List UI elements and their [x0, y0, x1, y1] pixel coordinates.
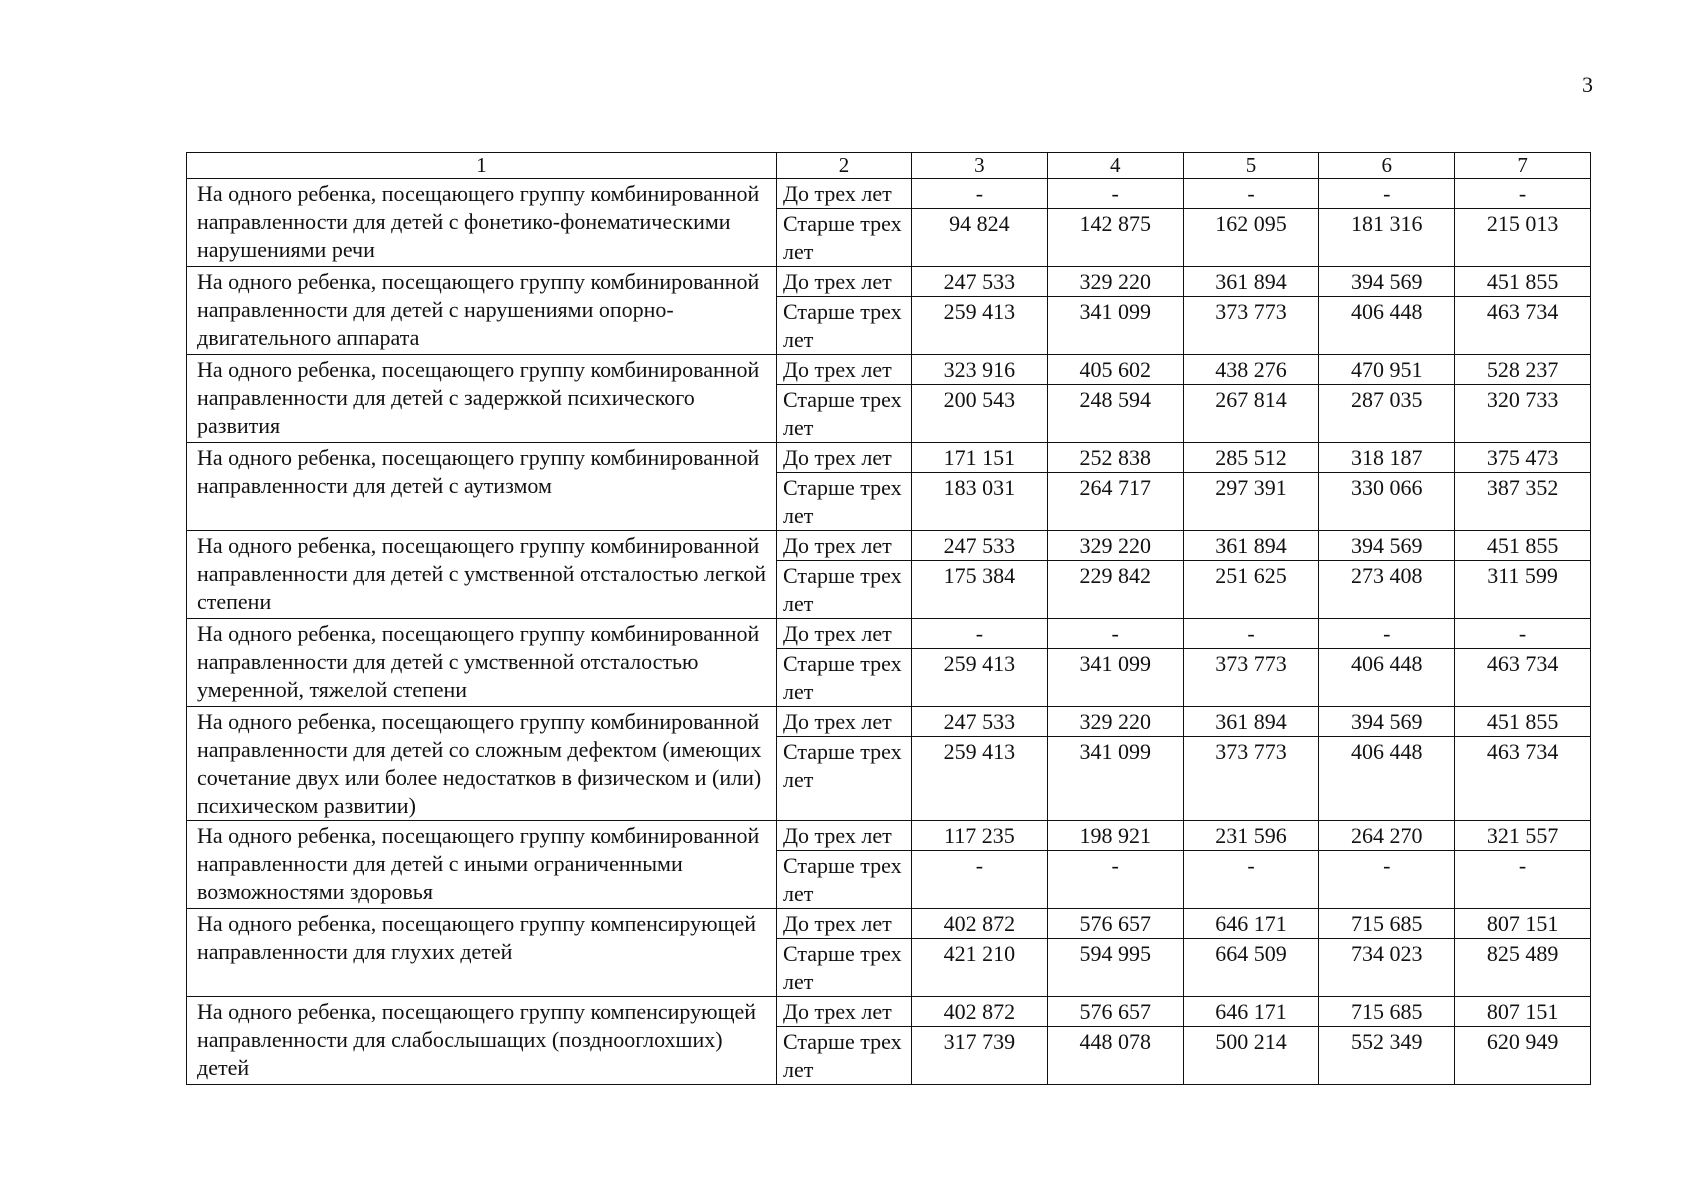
- age-category: До трех лет: [777, 997, 912, 1027]
- cost-value: -: [1183, 619, 1319, 649]
- cost-value: 394 569: [1319, 267, 1455, 297]
- cost-value: 451 855: [1455, 707, 1591, 737]
- cost-value: 329 220: [1047, 267, 1183, 297]
- cost-value: 620 949: [1455, 1027, 1591, 1085]
- cost-value: 734 023: [1319, 939, 1455, 997]
- cost-value: 259 413: [912, 649, 1048, 707]
- cost-value: 248 594: [1047, 385, 1183, 443]
- age-category: Старше трех лет: [777, 851, 912, 909]
- group-description: На одного ребенка, посещающего группу комбинированной направленности для детей с умственной отсталостью умеренной, тяжелой степени: [187, 619, 777, 707]
- cost-value: 330 066: [1319, 473, 1455, 531]
- cost-value: 229 842: [1047, 561, 1183, 619]
- cost-value: 267 814: [1183, 385, 1319, 443]
- cost-value: -: [912, 619, 1048, 649]
- table-row: [187, 909, 1591, 939]
- cost-value: 646 171: [1183, 997, 1319, 1027]
- cost-value: 311 599: [1455, 561, 1591, 619]
- cost-value: 198 921: [1047, 821, 1183, 851]
- cost-value: -: [1455, 619, 1591, 649]
- column-header: 7: [1455, 153, 1591, 179]
- cost-value: -: [1183, 851, 1319, 909]
- age-category: Старше трех лет: [777, 737, 912, 821]
- age-category: До трех лет: [777, 531, 912, 561]
- cost-value: 448 078: [1047, 1027, 1183, 1085]
- cost-value: 406 448: [1319, 649, 1455, 707]
- group-description: На одного ребенка, посещающего группу комбинированной направленности для детей с аутизмом: [187, 443, 777, 531]
- cost-value: 594 995: [1047, 939, 1183, 997]
- cost-value: 317 739: [912, 1027, 1048, 1085]
- cost-value: 142 875: [1047, 209, 1183, 267]
- cost-value: 402 872: [912, 909, 1048, 939]
- table-row: [187, 355, 1591, 385]
- cost-value: 402 872: [912, 997, 1048, 1027]
- cost-value: 421 210: [912, 939, 1048, 997]
- cost-value: 200 543: [912, 385, 1048, 443]
- cost-value: 247 533: [912, 707, 1048, 737]
- cost-value: 361 894: [1183, 267, 1319, 297]
- age-category: До трех лет: [777, 179, 912, 209]
- cost-value: 552 349: [1319, 1027, 1455, 1085]
- cost-value: -: [1319, 179, 1455, 209]
- tariff-table: [186, 152, 1591, 1085]
- cost-value: 181 316: [1319, 209, 1455, 267]
- cost-value: 329 220: [1047, 531, 1183, 561]
- cost-value: 341 099: [1047, 297, 1183, 355]
- column-header: 1: [187, 153, 777, 179]
- cost-value: -: [1183, 179, 1319, 209]
- table-row: [187, 267, 1591, 297]
- cost-value: 215 013: [1455, 209, 1591, 267]
- cost-value: 387 352: [1455, 473, 1591, 531]
- header-row: [187, 153, 1591, 179]
- table-row: [187, 443, 1591, 473]
- tariff-table-container: [186, 152, 1590, 1085]
- age-category: Старше трех лет: [777, 939, 912, 997]
- group-description: На одного ребенка, посещающего группу компенсирующей направленности для слабослышащих (позднооглохших) детей: [187, 997, 777, 1085]
- age-category: Старше трех лет: [777, 473, 912, 531]
- cost-value: 470 951: [1319, 355, 1455, 385]
- cost-value: 175 384: [912, 561, 1048, 619]
- cost-value: 318 187: [1319, 443, 1455, 473]
- cost-value: 287 035: [1319, 385, 1455, 443]
- cost-value: 251 625: [1183, 561, 1319, 619]
- table-body: [187, 179, 1591, 1085]
- cost-value: -: [1047, 851, 1183, 909]
- cost-value: 715 685: [1319, 997, 1455, 1027]
- cost-value: 361 894: [1183, 531, 1319, 561]
- cost-value: 373 773: [1183, 737, 1319, 821]
- table-row: [187, 531, 1591, 561]
- table-row: [187, 821, 1591, 851]
- age-category: Старше трех лет: [777, 297, 912, 355]
- table-row: [187, 707, 1591, 737]
- group-description: На одного ребенка, посещающего группу комбинированной направленности для детей с умственной отсталостью легкой степени: [187, 531, 777, 619]
- cost-value: 361 894: [1183, 707, 1319, 737]
- cost-value: 321 557: [1455, 821, 1591, 851]
- cost-value: 500 214: [1183, 1027, 1319, 1085]
- group-description: На одного ребенка, посещающего группу комбинированной направленности для детей с фонетико-фонематическими нарушениями речи: [187, 179, 777, 267]
- cost-value: 394 569: [1319, 707, 1455, 737]
- cost-value: 375 473: [1455, 443, 1591, 473]
- cost-value: 252 838: [1047, 443, 1183, 473]
- table-row: [187, 997, 1591, 1027]
- age-category: До трех лет: [777, 707, 912, 737]
- cost-value: 94 824: [912, 209, 1048, 267]
- cost-value: 373 773: [1183, 297, 1319, 355]
- cost-value: 264 270: [1319, 821, 1455, 851]
- cost-value: 273 408: [1319, 561, 1455, 619]
- cost-value: 297 391: [1183, 473, 1319, 531]
- cost-value: -: [912, 179, 1048, 209]
- age-category: До трех лет: [777, 619, 912, 649]
- page-number: 3: [1582, 72, 1593, 97]
- age-category: До трех лет: [777, 355, 912, 385]
- group-description: На одного ребенка, посещающего группу комбинированной направленности для детей со сложным дефектом (имеющих сочетание двух или более недостатков в физическом и (или) психическом развитии): [187, 707, 777, 821]
- cost-value: 162 095: [1183, 209, 1319, 267]
- table-row: [187, 619, 1591, 649]
- cost-value: 117 235: [912, 821, 1048, 851]
- cost-value: 341 099: [1047, 737, 1183, 821]
- cost-value: 807 151: [1455, 997, 1591, 1027]
- age-category: Старше трех лет: [777, 1027, 912, 1085]
- cost-value: 576 657: [1047, 997, 1183, 1027]
- cost-value: 406 448: [1319, 737, 1455, 821]
- cost-value: 323 916: [912, 355, 1048, 385]
- group-description: На одного ребенка, посещающего группу комбинированной направленности для детей с задержкой психического развития: [187, 355, 777, 443]
- age-category: Старше трех лет: [777, 649, 912, 707]
- cost-value: 438 276: [1183, 355, 1319, 385]
- age-category: Старше трех лет: [777, 209, 912, 267]
- group-description: На одного ребенка, посещающего группу комбинированной направленности для детей с иными ограниченными возможностями здоровья: [187, 821, 777, 909]
- cost-value: 715 685: [1319, 909, 1455, 939]
- cost-value: 463 734: [1455, 737, 1591, 821]
- cost-value: 247 533: [912, 531, 1048, 561]
- cost-value: 231 596: [1183, 821, 1319, 851]
- cost-value: 264 717: [1047, 473, 1183, 531]
- age-category: До трех лет: [777, 821, 912, 851]
- cost-value: 183 031: [912, 473, 1048, 531]
- cost-value: 259 413: [912, 737, 1048, 821]
- column-header: 5: [1183, 153, 1319, 179]
- cost-value: 247 533: [912, 267, 1048, 297]
- cost-value: 320 733: [1455, 385, 1591, 443]
- cost-value: -: [1047, 179, 1183, 209]
- age-category: До трех лет: [777, 909, 912, 939]
- cost-value: 528 237: [1455, 355, 1591, 385]
- age-category: Старше трех лет: [777, 385, 912, 443]
- cost-value: 463 734: [1455, 649, 1591, 707]
- column-header: 6: [1319, 153, 1455, 179]
- cost-value: 406 448: [1319, 297, 1455, 355]
- cost-value: 807 151: [1455, 909, 1591, 939]
- cost-value: 259 413: [912, 297, 1048, 355]
- cost-value: -: [1455, 179, 1591, 209]
- column-header: 2: [777, 153, 912, 179]
- cost-value: 405 602: [1047, 355, 1183, 385]
- cost-value: 285 512: [1183, 443, 1319, 473]
- cost-value: 341 099: [1047, 649, 1183, 707]
- cost-value: 576 657: [1047, 909, 1183, 939]
- cost-value: 373 773: [1183, 649, 1319, 707]
- age-category: До трех лет: [777, 267, 912, 297]
- cost-value: 646 171: [1183, 909, 1319, 939]
- cost-value: -: [1455, 851, 1591, 909]
- cost-value: 329 220: [1047, 707, 1183, 737]
- column-header: 3: [912, 153, 1048, 179]
- age-category: Старше трех лет: [777, 561, 912, 619]
- group-description: На одного ребенка, посещающего группу компенсирующей направленности для глухих детей: [187, 909, 777, 997]
- table-row: [187, 179, 1591, 209]
- age-category: До трех лет: [777, 443, 912, 473]
- cost-value: -: [912, 851, 1048, 909]
- cost-value: 171 151: [912, 443, 1048, 473]
- cost-value: -: [1319, 619, 1455, 649]
- column-header: 4: [1047, 153, 1183, 179]
- cost-value: 451 855: [1455, 531, 1591, 561]
- group-description: На одного ребенка, посещающего группу комбинированной направленности для детей с нарушениями опорно-двигательного аппарата: [187, 267, 777, 355]
- cost-value: 463 734: [1455, 297, 1591, 355]
- cost-value: 664 509: [1183, 939, 1319, 997]
- cost-value: 394 569: [1319, 531, 1455, 561]
- cost-value: 825 489: [1455, 939, 1591, 997]
- cost-value: -: [1319, 851, 1455, 909]
- cost-value: -: [1047, 619, 1183, 649]
- cost-value: 451 855: [1455, 267, 1591, 297]
